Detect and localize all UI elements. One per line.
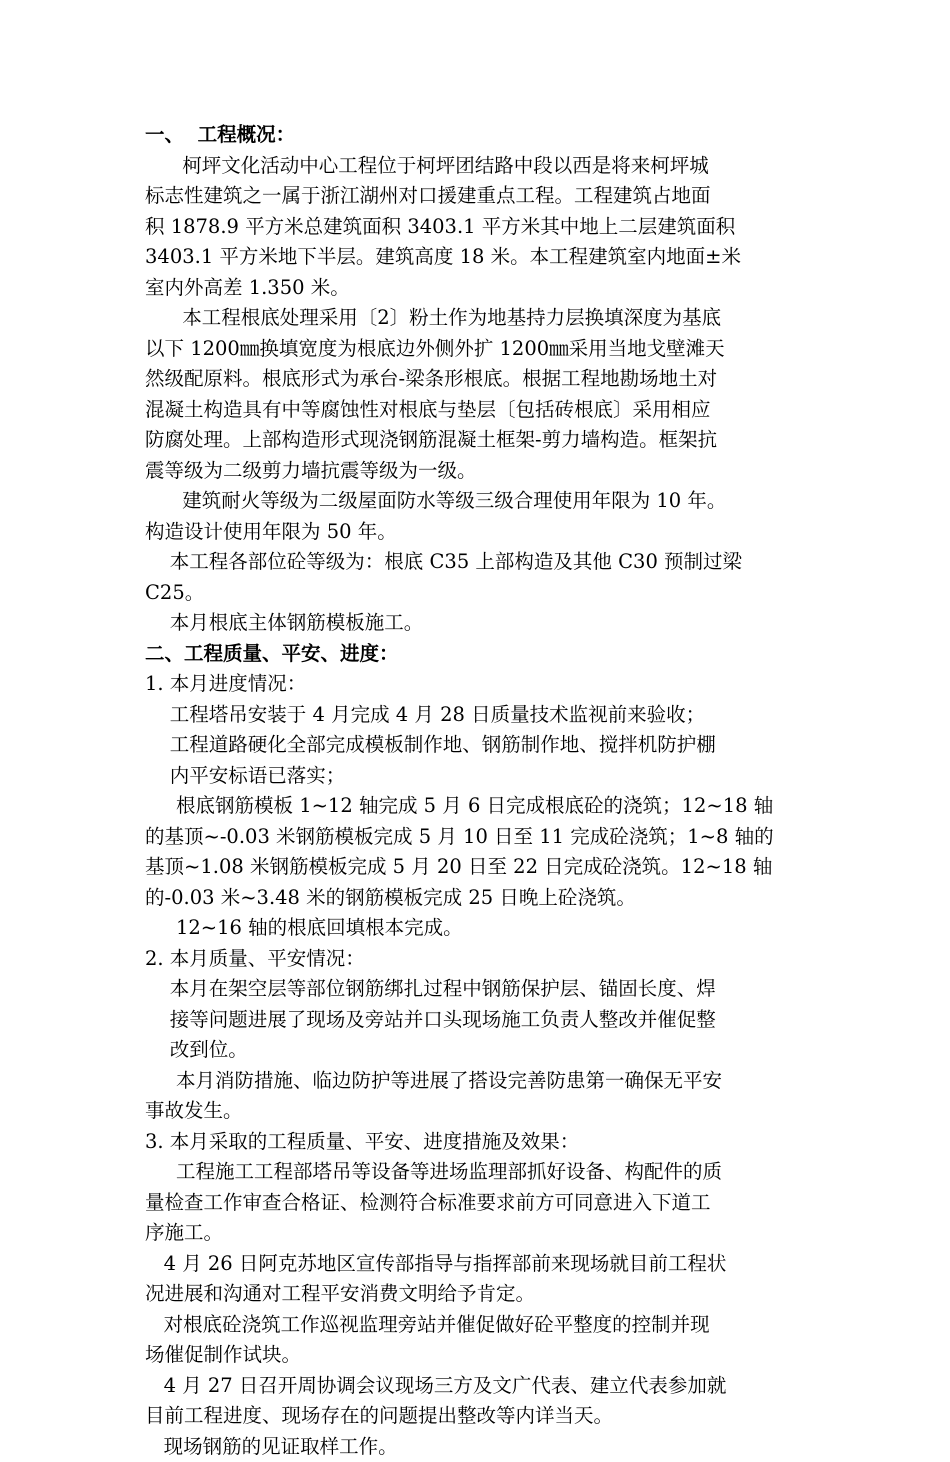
paragraph-line: 内平安标语已落实； [145,761,807,792]
paragraph-line: 3403.1 平方米地下半层。建筑高度 18 米。本工程建筑室内地面±米 [145,242,807,273]
paragraph-line: C25。 [145,578,807,609]
paragraph-line: 积 1878.9 平方米总建筑面积 3403.1 平方米其中地上二层建筑面积 [145,212,807,243]
paragraph-line: 对根底砼浇筑工作巡视监理旁站并催促做好砼平整度的控制并现 [145,1310,807,1341]
paragraph-line: 的-0.03 米~3.48 米的钢筋模板完成 25 日晚上砼浇筑。 [145,883,807,914]
paragraph-line: 以下 1200㎜换填宽度为根底边外侧外扩 1200㎜采用当地戈壁滩天 [145,334,807,365]
paragraph-line: 本月根底主体钢筋模板施工。 [145,608,807,639]
paragraph-line: 混凝土构造具有中等腐蚀性对根底与垫层〔包括砖根底〕采用相应 [145,395,807,426]
paragraph-line: 本工程根底处理采用〔2〕粉土作为地基持力层换填深度为基底 [145,303,807,334]
paragraph-line: 建筑耐火等级为二级屋面防水等级三级合理使用年限为 10 年。 [145,486,807,517]
paragraph-line: 3. 本月采取的工程质量、平安、进度措施及效果： [145,1127,807,1158]
paragraph-line: 改到位。 [145,1035,807,1066]
paragraph-line: 工程塔吊安装于 4 月完成 4 月 28 日质量技术监视前来验收； [145,700,807,731]
paragraph-line: 量检查工作审查合格证、检测符合标准要求前方可同意进入下道工 [145,1188,807,1219]
paragraph-line: 本工程各部位砼等级为：根底 C35 上部构造及其他 C30 预制过梁 [145,547,807,578]
paragraph-line: 1. 本月进度情况： [145,669,807,700]
paragraph-line: 基顶~1.08 米钢筋模板完成 5 月 20 日至 22 日完成砼浇筑。12~18 轴 [145,852,807,883]
paragraph-line: 柯坪文化活动中心工程位于柯坪团结路中段以西是将来柯坪城 [145,151,807,182]
paragraph-line: 况进展和沟通对工程平安消费文明给予肯定。 [145,1279,807,1310]
paragraph-line: 12~16 轴的根底回填根本完成。 [145,913,807,944]
paragraph-line: 工程施工工程部塔吊等设备等进场监理部抓好设备、构配件的质 [145,1157,807,1188]
paragraph-line: 接等问题进展了现场及旁站并口头现场施工负责人整改并催促整 [145,1005,807,1036]
paragraph-line: 本月消防措施、临边防护等进展了搭设完善防患第一确保无平安 [145,1066,807,1097]
paragraph-line: 防腐处理。上部构造形式现浇钢筋混凝土框架-剪力墙构造。框架抗 [145,425,807,456]
paragraph-line: 然级配原料。根底形式为承台-梁条形根底。根据工程地勘场地土对 [145,364,807,395]
section-heading: 一、 工程概况： [145,120,807,151]
paragraph-line: 根底钢筋模板 1~12 轴完成 5 月 6 日完成根底砼的浇筑；12~18 轴 [145,791,807,822]
paragraph-line: 室内外高差 1.350 米。 [145,273,807,304]
section-heading: 二、工程质量、平安、进度： [145,639,807,670]
paragraph-line: 本月在架空层等部位钢筋绑扎过程中钢筋保护层、锚固长度、焊 [145,974,807,1005]
paragraph-line: 序施工。 [145,1218,807,1249]
paragraph-line: 2. 本月质量、平安情况： [145,944,807,975]
paragraph-line: 标志性建筑之一属于浙江湖州对口援建重点工程。工程建筑占地面 [145,181,807,212]
paragraph-line: 4 月 26 日阿克苏地区宣传部指导与指挥部前来现场就目前工程状 [145,1249,807,1280]
paragraph-line: 现场钢筋的见证取样工作。 [145,1432,807,1462]
paragraph-line: 的基顶~-0.03 米钢筋模板完成 5 月 10 日至 11 完成砼浇筑；1~8 轴的 [145,822,807,853]
paragraph-line: 目前工程进度、现场存在的问题提出整改等内详当天。 [145,1401,807,1432]
paragraph-line: 震等级为二级剪力墙抗震等级为一级。 [145,456,807,487]
paragraph-line: 事故发生。 [145,1096,807,1127]
paragraph-line: 4 月 27 日召开周协调会议现场三方及文广代表、建立代表参加就 [145,1371,807,1402]
paragraph-line: 场催促制作试块。 [145,1340,807,1371]
paragraph-line: 工程道路硬化全部完成模板制作地、钢筋制作地、搅拌机防护棚 [145,730,807,761]
document-body [145,120,807,1462]
paragraph-line: 构造设计使用年限为 50 年。 [145,517,807,548]
